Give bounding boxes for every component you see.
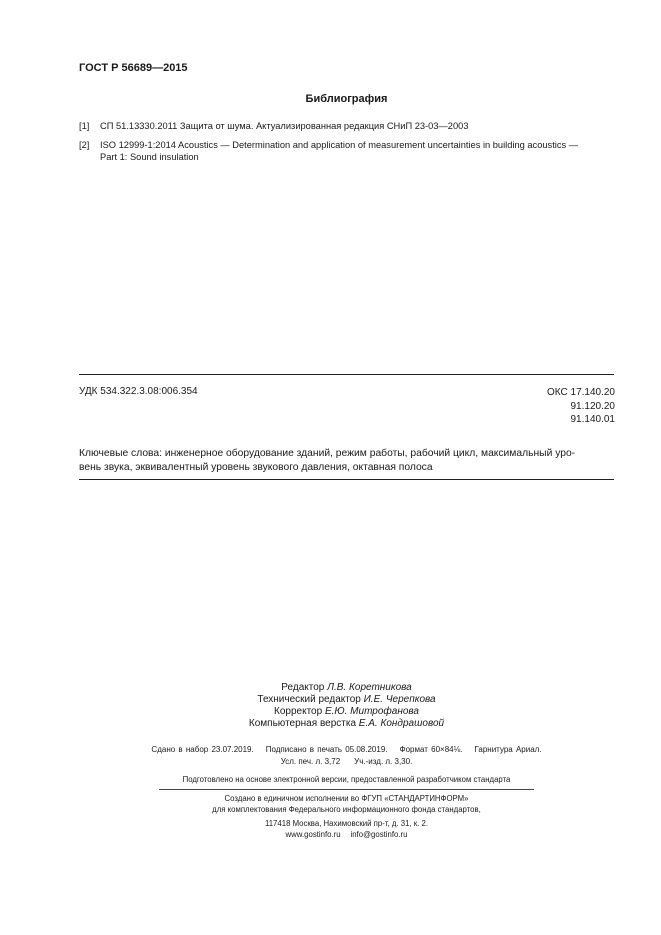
- website-link[interactable]: www.gostinfo.ru: [285, 830, 341, 839]
- print-sheets: Усл. печ. л. 3,72: [280, 757, 341, 766]
- bibliography-item-2: [79, 139, 624, 163]
- standard-code: ГОСТ Р 56689—2015: [79, 62, 188, 74]
- bibliography-item-number: [1]: [79, 121, 90, 131]
- publisher-line: Создано в единичном исполнении во ФГУП «СТАНДАРТИНФОРМ»: [224, 794, 469, 803]
- publishing-sheets: Уч.-изд. л. 3,30.: [354, 757, 413, 766]
- udk-code: УДК 534.322.3.08:006.354: [79, 386, 198, 397]
- oks-code: 91.120.20: [570, 400, 615, 412]
- contacts-line: [0, 829, 661, 840]
- bibliography-item-number: [2]: [79, 140, 90, 150]
- imprint-line-1: [0, 744, 661, 755]
- credit-role: Компьютерная верстка: [248, 718, 357, 729]
- bibliography-item-text-line2: Part 1: Sound insulation: [100, 152, 199, 162]
- credit-proofreader: [0, 706, 661, 718]
- email-link[interactable]: info@gostinfo.ru: [350, 830, 408, 839]
- paper-format: Формат 60×84⅛.: [399, 745, 463, 754]
- divider: [79, 479, 614, 480]
- credit-tech-editor: [0, 694, 661, 706]
- oks-codes: [547, 386, 615, 427]
- oks-code: ОКС 17.140.20: [547, 387, 615, 398]
- bibliography-item-text-line1: ISO 12999-1:2014 Acoustics — Determination and application of measurement uncertainties in building acoustics —: [100, 140, 579, 150]
- typeset-date: Сдано в набор 23.07.2019.: [151, 745, 254, 754]
- credit-layout: [0, 718, 661, 730]
- credit-name: Е.А. Кондрашовой: [358, 718, 445, 729]
- credit-role: Корректор: [274, 706, 323, 717]
- credit-role: Технический редактор: [257, 694, 361, 705]
- signed-date: Подписано в печать 05.08.2019.: [265, 745, 388, 754]
- publisher-line: для комплектования Федерального информационного фонда стандартов,: [212, 805, 481, 814]
- keywords-line: вень звука, эквивалентный уровень звукового давления, октавная полоса: [79, 461, 433, 473]
- imprint-line-2: [0, 757, 661, 766]
- credit-name: Е.Ю. Митрофанова: [324, 706, 419, 717]
- keywords: [79, 447, 615, 474]
- bibliography-item-1: [79, 120, 624, 132]
- typeface: Гарнитура Ариал.: [474, 745, 542, 754]
- oks-code: 91.140.01: [570, 414, 615, 425]
- keywords-line: Ключевые слова: инженерное оборудование зданий, режим работы, рабочий цикл, максимальный уро-: [79, 448, 576, 459]
- credit-name: Л.В. Коретникова: [327, 682, 412, 693]
- credit-name: И.Е. Черепкова: [363, 694, 436, 705]
- publisher-address: [0, 818, 661, 840]
- publisher-info: [0, 793, 661, 815]
- divider: [79, 374, 614, 375]
- bibliography-item-text: СП 51.13330.2011 Защита от шума. Актуализированная редакция СНиП 23-03—2003: [100, 121, 469, 131]
- divider: [159, 789, 534, 790]
- credit-role: Редактор: [281, 682, 325, 693]
- prepared-note: Подготовлено на основе электронной версии, предоставленной разработчиком стандарта: [182, 775, 511, 784]
- credits-block: [0, 682, 661, 730]
- address-line: 117418 Москва, Нахимовский пр-т, д. 31, к. 2.: [264, 819, 429, 828]
- credit-editor: [0, 682, 661, 694]
- bibliography-title: Библиография: [305, 93, 388, 105]
